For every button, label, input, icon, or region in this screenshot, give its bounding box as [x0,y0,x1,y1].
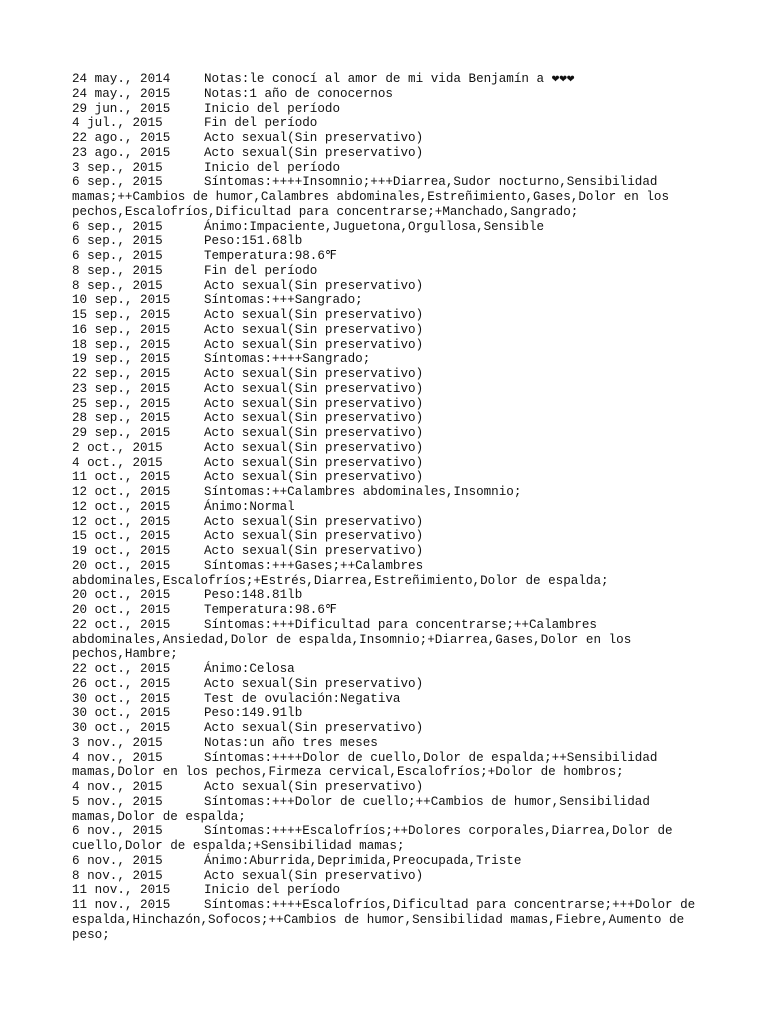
entry-date: 24 may., 2014 [72,72,171,86]
log-entry [72,352,712,367]
log-entry [72,618,712,662]
log-entry [72,470,712,485]
entry-date: 6 sep., 2015 [72,175,163,190]
log-entry [72,102,712,117]
log-entry [72,500,712,515]
journal-page [72,72,712,942]
entry-note: Ánimo:Celosa [204,662,295,676]
entry-note: Síntomas:++Calambres abdominales,Insomnio; [204,485,522,499]
log-entry [72,854,712,869]
entry-date: 4 nov., 2015 [72,780,163,794]
entry-note: Acto sexual(Sin preservativo) [204,278,424,293]
entry-date: 22 sep., 2015 [72,367,171,381]
entry-date: 4 jul., 2015 [72,116,163,131]
entry-date: 28 sep., 2015 [72,411,171,426]
log-entry [72,293,712,308]
entry-date: 11 nov., 2015 [72,898,171,912]
entry-date: 18 sep., 2015 [72,337,171,352]
entry-note: Síntomas:+++Sangrado; [204,293,363,308]
entry-date: 24 may., 2015 [72,86,171,101]
entry-note: Inicio del período [204,101,341,116]
log-entry [72,308,712,323]
entry-date: 20 oct., 2015 [72,558,171,573]
entry-note: Síntomas:+++Gases;++Calambres abdominales,Escalofríos;+Estrés,Diarrea,Estreñimiento,Dolor de espalda; [72,558,609,588]
entry-date: 22 oct., 2015 [72,617,171,632]
log-entry [72,338,712,353]
entry-date: 22 oct., 2015 [72,662,171,676]
entry-note: Acto sexual(Sin preservativo) [204,780,424,794]
entry-date: 3 nov., 2015 [72,735,163,750]
log-entry [72,588,712,603]
entry-note: Notas:un año tres meses [204,735,378,750]
entry-note: Acto sexual(Sin preservativo) [204,381,424,396]
entry-date: 30 oct., 2015 [72,721,171,735]
entry-note: Peso:151.68lb [204,234,303,249]
entry-date: 4 oct., 2015 [72,455,163,470]
entry-note: Síntomas:++++Escalofríos,Dificultad para concentrarse;+++Dolor de espalda,Hinchazón,Sofocos;++Cambios de humor,Sensibilidad mamas,Fiebre,Aumento de peso; [72,898,696,942]
entry-note: Acto sexual(Sin preservativo) [204,322,424,337]
log-entry [72,662,712,677]
entry-date: 30 oct., 2015 [72,706,171,721]
entry-note: Acto sexual(Sin preservativo) [204,131,424,145]
log-entry [72,795,712,825]
entry-date: 23 ago., 2015 [72,145,171,160]
entry-note: Acto sexual(Sin preservativo) [204,470,424,485]
entry-date: 23 sep., 2015 [72,381,171,396]
entry-date: 8 sep., 2015 [72,263,163,278]
entry-note: Acto sexual(Sin preservativo) [204,455,424,470]
entry-date: 12 oct., 2015 [72,485,171,499]
entry-date: 6 nov., 2015 [72,853,163,868]
log-entry [72,751,712,781]
entry-note: Acto sexual(Sin preservativo) [204,337,424,352]
entry-note: Acto sexual(Sin preservativo) [204,676,424,691]
entry-date: 6 sep., 2015 [72,219,163,234]
entry-date: 16 sep., 2015 [72,322,171,337]
entry-note: Síntomas:+++Dolor de cuello;++Cambios de humor,Sensibilidad mamas,Dolor de espalda; [72,794,650,824]
entry-note: Síntomas:++++Dolor de cuello,Dolor de espalda;++Sensibilidad mamas,Dolor en los pechos,Firmeza cervical,Escalofríos;+Dolor de hombros; [72,750,658,780]
log-entry [72,411,712,426]
entry-note: Notas:1 año de conocernos [204,86,393,101]
log-entry [72,736,712,751]
entry-date: 15 sep., 2015 [72,308,171,322]
log-entry [72,382,712,397]
entry-date: 6 sep., 2015 [72,234,163,249]
entry-date: 29 jun., 2015 [72,101,171,116]
log-entry [72,780,712,795]
entry-date: 5 nov., 2015 [72,794,163,809]
entry-date: 20 oct., 2015 [72,588,171,603]
entry-date: 19 oct., 2015 [72,544,171,558]
entry-note: Acto sexual(Sin preservativo) [204,868,424,883]
log-entry [72,692,712,707]
entry-note: Acto sexual(Sin preservativo) [204,411,424,426]
entry-note: Síntomas:+++Dificultad para concentrarse;++Calambres abdominales,Ansiedad,Dolor de espalda,Insomnio;+Diarrea,Gases,Dolor en los pechos,Hambre; [72,617,632,662]
entry-date: 30 oct., 2015 [72,691,171,706]
entry-date: 6 nov., 2015 [72,824,163,839]
entry-date: 6 sep., 2015 [72,249,163,263]
entry-note: Temperatura:98.6℉ [204,249,337,263]
log-entry [72,441,712,456]
log-entry [72,72,712,87]
log-entry [72,515,712,530]
entry-note: Acto sexual(Sin preservativo) [204,529,424,544]
entry-note: Acto sexual(Sin preservativo) [204,721,424,735]
entry-note: Síntomas:++++Sangrado; [204,352,371,367]
entry-note: Peso:148.81lb [204,588,303,603]
entry-note: Acto sexual(Sin preservativo) [204,544,424,558]
log-entry [72,116,712,131]
entry-note: Acto sexual(Sin preservativo) [204,514,424,529]
entry-date: 15 oct., 2015 [72,529,171,544]
log-entry [72,529,712,544]
entry-note: Ánimo:Aburrida,Deprimida,Preocupada,Triste [204,853,522,868]
entry-note: Acto sexual(Sin preservativo) [204,396,424,411]
entry-date: 11 oct., 2015 [72,470,171,485]
log-entry [72,279,712,294]
entry-date: 26 oct., 2015 [72,676,171,691]
entry-date: 29 sep., 2015 [72,426,171,440]
log-entry [72,898,712,942]
entry-note: Peso:149.91lb [204,706,303,721]
entry-note: Acto sexual(Sin preservativo) [204,440,424,455]
log-entry [72,131,712,146]
entry-date: 4 nov., 2015 [72,750,163,765]
log-entry [72,234,712,249]
entry-date: 2 oct., 2015 [72,440,163,455]
entry-date: 20 oct., 2015 [72,603,171,617]
log-entry [72,367,712,382]
log-entry [72,397,712,412]
log-entry [72,677,712,692]
entry-note: Ánimo:Impaciente,Juguetona,Orgullosa,Sensible [204,219,545,234]
log-entry [72,87,712,102]
entry-note: Test de ovulación:Negativa [204,691,401,706]
log-entry [72,544,712,559]
log-entry [72,485,712,500]
log-entry [72,249,712,264]
entry-date: 25 sep., 2015 [72,396,171,411]
log-entry [72,323,712,338]
entry-note: Acto sexual(Sin preservativo) [204,145,424,160]
log-entry [72,721,712,736]
entry-note: Temperatura:98.6℉ [204,603,337,617]
log-entry [72,706,712,721]
log-entry [72,426,712,441]
entry-date: 19 sep., 2015 [72,352,171,367]
entry-note: Inicio del período [204,883,341,898]
log-entry [72,264,712,279]
entry-date: 8 sep., 2015 [72,278,163,293]
log-entry [72,559,712,589]
entry-note: Notas:le conocí al amor de mi vida Benjamín a ❤❤❤ [204,72,575,86]
entry-note: Síntomas:++++Escalofríos;++Dolores corporales,Diarrea,Dolor de cuello,Dolor de espalda;+Sensibilidad mamas; [72,824,673,853]
log-entry [72,161,712,176]
entry-date: 10 sep., 2015 [72,293,171,308]
entry-date: 12 oct., 2015 [72,499,171,514]
entry-note: Fin del período [204,116,318,131]
entry-note: Acto sexual(Sin preservativo) [204,426,424,440]
entry-date: 3 sep., 2015 [72,160,163,175]
log-entry [72,220,712,235]
entry-note: Fin del período [204,263,318,278]
entry-note: Acto sexual(Sin preservativo) [204,308,424,322]
entry-date: 11 nov., 2015 [72,883,171,898]
entry-date: 12 oct., 2015 [72,514,171,529]
entry-date: 22 ago., 2015 [72,131,171,145]
log-entry [72,824,712,854]
entry-note: Acto sexual(Sin preservativo) [204,367,424,381]
log-entry [72,603,712,618]
log-entry [72,146,712,161]
log-entry [72,175,712,219]
entry-note: Inicio del período [204,160,341,175]
entry-note: Síntomas:++++Insomnio;+++Diarrea,Sudor nocturno,Sensibilidad mamas;++Cambios de humor,Calambres abdominales,Estreñimiento,Gases,Dolor en los pechos,Escalofríos,Dificultad para concentrarse;+Manchado,Sangrado; [72,175,670,219]
entry-date: 8 nov., 2015 [72,868,163,883]
log-entry [72,456,712,471]
log-entry [72,869,712,884]
log-entry [72,883,712,898]
entry-note: Ánimo:Normal [204,499,295,514]
